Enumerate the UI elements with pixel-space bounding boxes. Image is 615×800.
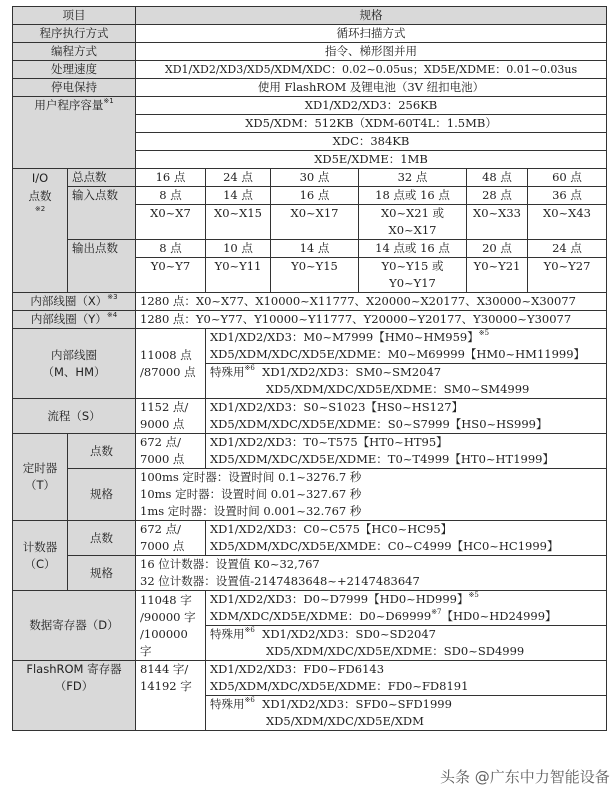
io-cell: Y0~Y21 [467,258,528,293]
coil-m-label-line1: 内部线圈 [51,347,97,362]
range-line: XD5/XDM/XDC/XD5E/XDM [266,714,424,728]
io-cell: Y0~Y7 [136,258,206,293]
special-label: 特殊用 [210,697,245,711]
label-flash-reg [13,661,136,731]
range-line: XD1/XD2/XD3：S0~S1023【HS0~HS127】 [210,400,464,414]
range-line: 【HD0~HD24999】 [441,609,557,623]
label-prog: 编程方式 [13,43,136,61]
timer-points-label: 点数 [68,434,136,469]
count-line: 672 点/ [140,435,181,449]
label-timer [13,434,68,521]
io-cell: 18 点或 16 点 [359,187,467,205]
row-capacity [13,97,607,115]
special-label: 特殊用 [210,365,245,379]
io-cell [359,258,467,293]
special-label: 特殊用 [210,627,245,641]
row-exec [13,25,607,43]
count-line: 11008 点 [140,347,192,362]
capacity-value: XD5/XDM：512KB（XDM-60T4L：1.5MB） [136,115,607,133]
timer-label-line1: 定时器 [22,461,58,475]
io-cell: X0~X7 [136,205,206,240]
spec-line: 100ms 定时器：设置时间 0.1~3276.7 秒 [140,470,362,484]
range-line: XD5/XDM/XDC/XD5E/XDME：SD0~SD4999 [266,644,525,658]
data-reg-count [136,591,206,661]
io-cell: Y0~Y15 [271,258,359,293]
io-cell: 32 点 [359,169,467,187]
value-coil-y: 1280 点：Y0~Y77、Y10000~Y11777、Y20000~Y20177、Y30000~Y30077 [136,311,607,329]
io-range-line: Y0~Y15 或 [381,259,444,273]
range-line: XD5/XDM/XDC/XD5E/XDME：T0~T4999【HT0~HT1999】 [210,452,554,466]
timer-ranges [206,434,607,469]
io-cell: X0~X33 [467,205,528,240]
range-line: XD5/XDM/XDC/XD5E/XDME：FD0~FD8191 [210,679,469,693]
label-exec: 程序执行方式 [13,25,136,43]
row-coil-x [13,293,607,311]
spec-line: 1ms 定时器：设置时间 0.001~32.767 秒 [140,504,362,518]
row-timer-points [13,434,607,469]
flash-reg-special [206,696,607,731]
io-cell: Y0~Y11 [206,258,271,293]
note-marker: ※7 [431,608,442,616]
row-io-output [13,240,607,258]
flash-reg-ranges [206,661,607,696]
header-spec: 规格 [136,7,607,25]
data-reg-ranges [206,591,607,626]
io-cell: 48 点 [467,169,528,187]
row-counter-points [13,521,607,556]
counter-spec-label: 规格 [68,556,136,591]
label-data-reg: 数据寄存器（D） [13,591,136,661]
count-line: 11048 字 [140,592,192,607]
value-prog: 指令、梯形图并用 [136,43,607,61]
value-power: 使用 FlashROM 及锂电池（3V 纽扣电池） [136,79,607,97]
capacity-value: XDC：384KB [136,133,607,151]
counter-ranges [206,521,607,556]
spec-line: 32 位计数器：设置值-2147483648~+2147483647 [140,574,420,588]
io-total-label: 总点数 [68,169,136,187]
note-marker: ※1 [103,97,114,105]
io-cell: 30 点 [271,169,359,187]
value-coil-x: 1280 点：X0~X77、X10000~X11777、X20000~X20177、X30000~X30077 [136,293,607,311]
row-coil-m [13,329,607,364]
io-cell: 14 点 [271,240,359,258]
row-io-total [13,169,607,187]
row-io-input [13,187,607,205]
note-marker: ※6 [244,696,255,704]
row-flow [13,399,607,434]
flash-label-line1: FlashROM 寄存器 [26,662,122,676]
counter-label-line2: （C） [24,556,56,571]
range-line: XD1/XD2/XD3：SFD0~SFD1999 [262,697,452,711]
range-line: XD1/XD2/XD3：SM0~SM2047 [262,365,442,379]
range-line: XDM/XDC/XD5E/XDME：D0~D69999 [210,609,432,623]
counter-points-label: 点数 [68,521,136,556]
range-line: XD1/XD2/XD3：FD0~FD6143 [210,662,385,676]
flash-reg-count [136,661,206,731]
range-line: XD5/XDM/XDC/XD5E/XDME：M0~M69999【HM0~HM11999】 [210,347,586,361]
io-cell [359,205,467,240]
row-counter-spec [13,556,607,591]
timer-label-line2: （T） [24,478,56,492]
count-line: 1152 点/ [140,400,189,414]
io-label-line2: 点数 [28,189,52,203]
label-capacity [13,97,136,169]
count-line: /90000 字 [140,609,196,624]
io-range-line: X0~X21 或 [380,206,445,220]
range-line: XD1/XD2/XD3：C0~C575【HC0~HC95】 [210,522,453,536]
io-cell: 20 点 [467,240,528,258]
io-cell: 24 点 [528,240,607,258]
io-cell: X0~X15 [206,205,271,240]
label-coil-x [13,293,136,311]
label-flow: 流程（S） [13,399,136,434]
row-flash-reg [13,661,607,696]
io-range-line: X0~X17 [388,223,437,237]
range-line: XD5/XDM/XDC/XD5E/XMDE：C0~C4999【HC0~HC1999】 [210,539,559,553]
coil-x-label-text: 内部线圈（X） [30,294,108,308]
count-line: 672 点/ [140,522,181,536]
value-speed: XD1/XD2/XD3/XD5/XDM/XDC：0.02~0.05us；XD5E/XDME：0.01~0.03us [136,61,607,79]
count-line: 14192 字 [140,679,192,693]
io-cell: 16 点 [136,169,206,187]
data-reg-special [206,626,607,661]
io-cell: 16 点 [271,187,359,205]
timer-spec-label: 规格 [68,469,136,521]
io-cell: 60 点 [528,169,607,187]
timer-spec [136,469,607,521]
range-line: XD5/XDM/XDC/XD5E/XDME：S0~S7999【HS0~HS999】 [210,417,548,431]
io-cell: 24 点 [206,169,271,187]
flow-count [136,399,206,434]
counter-spec [136,556,607,591]
spec-line: 16 位计数器：设置值 K0~32,767 [140,557,320,571]
coil-m-label-line2: （M、HM） [42,364,106,379]
header-row [13,7,607,25]
counter-count [136,521,206,556]
note-marker: ※3 [107,293,118,301]
capacity-label-text: 用户程序容量 [34,98,104,112]
note-marker: ※6 [244,626,255,634]
capacity-value: XD5E/XDME：1MB [136,151,607,169]
row-prog [13,43,607,61]
io-cell: X0~X17 [271,205,359,240]
io-range-line: Y0~Y17 [389,276,436,290]
io-cell: 28 点 [467,187,528,205]
coil-y-label-text: 内部线圈（Y） [30,312,107,326]
range-line: XD1/XD2/XD3：M0~M7999【HM0~HM959】 [210,330,479,344]
io-cell: 8 点 [136,240,206,258]
range-line: XD5/XDM/XDC/XD5E/XDME：SM0~SM4999 [266,382,530,396]
count-line: /87000 点 [140,364,196,379]
row-timer-spec [13,469,607,521]
label-io [13,169,68,293]
io-label-line1: I/O [31,171,49,185]
count-line: 8144 字/ [140,662,189,676]
io-cell: 36 点 [528,187,607,205]
range-line: XD1/XD2/XD3：D0~D7999【HD0~HD999】 [210,592,469,606]
coil-m-count [136,329,206,399]
row-power [13,79,607,97]
range-line: XD1/XD2/XD3：T0~T575【HT0~HT95】 [210,435,448,449]
counter-label-line1: 计数器 [22,539,58,554]
flow-ranges [206,399,607,434]
spec-table [12,6,607,731]
note-marker: ※2 [34,205,46,213]
header-item: 项目 [13,7,136,25]
spec-line: 10ms 定时器：设置时间 0.01~327.67 秒 [140,487,362,501]
count-line: 9000 点 [140,417,185,431]
io-cell: X0~X43 [528,205,607,240]
count-line: 7000 点 [140,539,185,553]
label-coil-y [13,311,136,329]
io-input-label: 输入点数 [68,187,136,240]
note-marker: ※6 [244,364,255,372]
capacity-value: XD1/XD2/XD3：256KB [136,97,607,115]
label-coil-m [13,329,136,399]
io-cell: 14 点 [206,187,271,205]
value-exec: 循环扫描方式 [136,25,607,43]
row-coil-y [13,311,607,329]
flash-label-line2: （FD） [54,679,94,693]
io-output-label: 输出点数 [68,240,136,293]
count-line: /100000 字 [140,626,188,658]
label-counter [13,521,68,591]
io-cell: 8 点 [136,187,206,205]
io-cell: Y0~Y27 [528,258,607,293]
count-line: 7000 点 [140,452,185,466]
row-speed [13,61,607,79]
io-cell: 14 点或 16 点 [359,240,467,258]
label-speed: 处理速度 [13,61,136,79]
note-marker: ※4 [106,311,118,319]
note-marker: ※5 [478,329,490,337]
row-data-reg [13,591,607,626]
label-power: 停电保持 [13,79,136,97]
timer-count [136,434,206,469]
watermark: 头条 @广东中力智能设备 [440,768,610,786]
coil-m-ranges [206,329,607,364]
note-marker: ※5 [468,591,479,599]
coil-m-special [206,364,607,399]
io-cell: 10 点 [206,240,271,258]
range-line: XD1/XD2/XD3：SD0~SD2047 [262,627,436,641]
